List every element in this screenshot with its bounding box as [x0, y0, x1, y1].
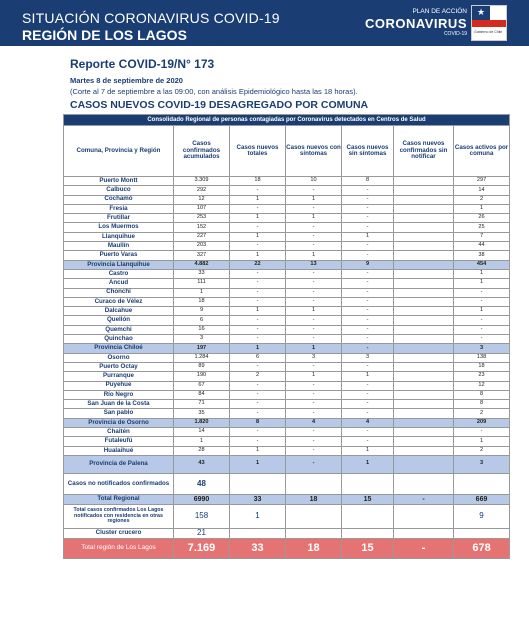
province-row: [64, 344, 510, 353]
row-name: San Juan de la Costa: [64, 400, 174, 409]
province-row: [64, 455, 510, 473]
cell-value: 1: [342, 372, 394, 381]
cell-value: -: [286, 297, 342, 306]
cell-value: 9: [174, 307, 230, 316]
cell-value: -: [342, 325, 394, 334]
cell-value: 8: [342, 177, 394, 186]
row-name: Puerto Octay: [64, 362, 174, 371]
table-row: [64, 381, 510, 390]
cell-value: [394, 428, 454, 437]
row-name: Provincia de Palena: [64, 455, 174, 473]
cell-value: [394, 418, 454, 427]
cell-value: -: [454, 316, 510, 325]
table-row: [64, 251, 510, 260]
table-row: [64, 446, 510, 455]
cell-value: 2: [454, 409, 510, 418]
table-row: [64, 242, 510, 251]
cell-value: 1: [230, 344, 286, 353]
cell-value: -: [286, 390, 342, 399]
cell-value: -: [342, 251, 394, 260]
province-row: [64, 418, 510, 427]
cell-value: -: [230, 223, 286, 232]
table-row: [64, 400, 510, 409]
cell-value: 1: [230, 307, 286, 316]
cell-value: -: [454, 288, 510, 297]
row-name: Cochamó: [64, 195, 174, 204]
cell-value: -: [342, 204, 394, 213]
cell-value: [394, 307, 454, 316]
row-name: Puerto Varas: [64, 251, 174, 260]
row-name: Chaitén: [64, 428, 174, 437]
cell-value: -: [394, 538, 454, 558]
cell-value: 4: [286, 418, 342, 427]
table-row: [64, 316, 510, 325]
cell-value: [394, 214, 454, 223]
cell-value: -: [342, 297, 394, 306]
table-row: [64, 214, 510, 223]
cell-value: -: [230, 400, 286, 409]
cell-value: -: [342, 279, 394, 288]
cell-value: 1: [230, 455, 286, 473]
cell-value: [394, 400, 454, 409]
table-row: [64, 409, 510, 418]
cell-value: [394, 279, 454, 288]
cell-value: [394, 242, 454, 251]
cell-value: -: [230, 242, 286, 251]
cell-value: 1.284: [174, 353, 230, 362]
row-name: Calbuco: [64, 186, 174, 195]
cell-value: -: [286, 335, 342, 344]
cell-value: 253: [174, 214, 230, 223]
row-name: Dalcahue: [64, 307, 174, 316]
report-title: Reporte COVID-19/N° 173: [70, 57, 215, 71]
cell-value: 1: [454, 437, 510, 446]
cell-value: 1: [454, 307, 510, 316]
cell-value: 3: [342, 353, 394, 362]
cell-value: 227: [174, 232, 230, 241]
cell-value: 1: [174, 288, 230, 297]
table-row: [64, 186, 510, 195]
cell-value: 1: [286, 307, 342, 316]
cell-value: [394, 446, 454, 455]
cell-value: 18: [286, 494, 342, 504]
cell-value: 292: [174, 186, 230, 195]
seal-text: Gobierno de Chile: [474, 30, 503, 34]
cell-value: 3: [174, 335, 230, 344]
cell-value: 6: [230, 353, 286, 362]
cell-value: 3.309: [174, 177, 230, 186]
cell-value: -: [342, 186, 394, 195]
cell-value: [394, 186, 454, 195]
cell-value: 1: [342, 446, 394, 455]
cell-value: 16: [174, 325, 230, 334]
table-row-otras-regiones: [64, 504, 510, 528]
cell-value: 3: [454, 455, 510, 473]
cell-value: 3: [454, 344, 510, 353]
cell-value: 33: [230, 494, 286, 504]
cell-value: 14: [454, 186, 510, 195]
cell-value: 8: [454, 400, 510, 409]
cell-value: [394, 232, 454, 241]
table-row: [64, 325, 510, 334]
row-name: Provincia Llanquihue: [64, 260, 174, 269]
cell-value: 1: [230, 504, 286, 528]
cell-value: 4: [342, 418, 394, 427]
row-name: Purranque: [64, 372, 174, 381]
cell-value: 38: [454, 251, 510, 260]
cell-value: 35: [174, 409, 230, 418]
cell-value: 1: [286, 214, 342, 223]
col-header: Casos nuevos con síntomas: [286, 126, 342, 177]
cell-value: -: [394, 494, 454, 504]
cell-value: [394, 372, 454, 381]
cell-value: 138: [454, 353, 510, 362]
table-row: [64, 204, 510, 213]
cell-value: [394, 353, 454, 362]
table-row: [64, 177, 510, 186]
cell-value: 152: [174, 223, 230, 232]
cell-value: -: [286, 316, 342, 325]
cell-value: [394, 297, 454, 306]
cell-value: 10: [286, 177, 342, 186]
col-header: Casos confirmados acumulados: [174, 126, 230, 177]
cell-value: 8: [454, 390, 510, 399]
cell-value: -: [342, 269, 394, 278]
col-header: Casos nuevos confirmados sin notificar: [394, 126, 454, 177]
cell-value: -: [286, 269, 342, 278]
coronavirus-label: CORONAVIRUS: [364, 16, 467, 31]
cell-value: -: [286, 325, 342, 334]
row-name: Cluster crucero: [64, 528, 174, 538]
cell-value: 111: [174, 279, 230, 288]
cell-value: 18: [286, 538, 342, 558]
cell-value: 1: [286, 195, 342, 204]
cell-value: 8: [230, 418, 286, 427]
cell-value: 1: [230, 251, 286, 260]
cell-value: -: [286, 279, 342, 288]
table-row-total-regional: [64, 494, 510, 504]
cell-value: -: [230, 316, 286, 325]
cell-value: [394, 223, 454, 232]
cell-value: -: [342, 344, 394, 353]
cell-value: 1: [230, 195, 286, 204]
cell-value: -: [342, 242, 394, 251]
cell-value: 15: [342, 494, 394, 504]
cell-value: -: [230, 297, 286, 306]
cell-value: -: [230, 279, 286, 288]
row-name: Casos no notificados confirmados: [64, 473, 174, 494]
row-name: Los Muermos: [64, 223, 174, 232]
table-row: [64, 195, 510, 204]
cell-value: -: [342, 400, 394, 409]
cell-value: -: [230, 437, 286, 446]
table-row: [64, 307, 510, 316]
cell-value: [394, 455, 454, 473]
row-name: Hualaihué: [64, 446, 174, 455]
cell-value: 2: [230, 372, 286, 381]
table-row: [64, 269, 510, 278]
cell-value: -: [286, 232, 342, 241]
table-row: [64, 232, 510, 241]
cell-value: 43: [174, 455, 230, 473]
row-name: San pablo: [64, 409, 174, 418]
cell-value: -: [286, 455, 342, 473]
header-banner: [0, 0, 529, 46]
cell-value: -: [230, 269, 286, 278]
cell-value: 12: [454, 381, 510, 390]
report-date: Martes 8 de septiembre de 2020: [70, 76, 183, 85]
cell-value: -: [454, 428, 510, 437]
row-name: Llanquihue: [64, 232, 174, 241]
row-name: Total Regional: [64, 494, 174, 504]
banner-subtitle: REGIÓN DE LOS LAGOS: [22, 27, 187, 43]
row-name: Puerto Montt: [64, 177, 174, 186]
cell-value: 107: [174, 204, 230, 213]
cell-value: -: [230, 381, 286, 390]
cell-value: 18: [230, 177, 286, 186]
cell-value: [394, 381, 454, 390]
cell-value: [394, 288, 454, 297]
cell-value: -: [286, 362, 342, 371]
coronavirus-logo: [363, 8, 467, 40]
cell-value: 9: [342, 260, 394, 269]
row-name: Futaleufú: [64, 437, 174, 446]
table-row: [64, 362, 510, 371]
row-name: Curaco de Vélez: [64, 297, 174, 306]
col-header: Comuna, Provincia y Región: [64, 126, 174, 177]
cell-value: 2: [454, 446, 510, 455]
cell-value: -: [342, 307, 394, 316]
cell-value: 297: [454, 177, 510, 186]
covid-label: COVID-19: [443, 31, 467, 37]
cell-value: 1: [342, 232, 394, 241]
row-name: Frutillar: [64, 214, 174, 223]
cell-value: -: [454, 297, 510, 306]
row-name: Provincia Chiloé: [64, 344, 174, 353]
cell-value: -: [286, 242, 342, 251]
cell-value: 1: [454, 279, 510, 288]
table-row: [64, 279, 510, 288]
table-row: [64, 223, 510, 232]
cell-value: 1: [230, 446, 286, 455]
cell-value: 18: [454, 362, 510, 371]
table-row-no-notificados: [64, 473, 510, 494]
col-header: Casos nuevos sin síntomas: [342, 126, 394, 177]
cell-value: -: [286, 204, 342, 213]
cell-value: -: [230, 335, 286, 344]
row-name: Puyehue: [64, 381, 174, 390]
cell-value: [394, 177, 454, 186]
cell-value: 26: [454, 214, 510, 223]
cell-value: -: [286, 437, 342, 446]
row-name: Río Negro: [64, 390, 174, 399]
cell-value: 14: [174, 428, 230, 437]
table-row: [64, 288, 510, 297]
cell-value: 1: [454, 269, 510, 278]
cell-value: -: [342, 195, 394, 204]
cell-value: 48: [174, 473, 230, 494]
cell-value: [394, 325, 454, 334]
cell-value: -: [342, 316, 394, 325]
cell-value: 2: [454, 195, 510, 204]
cell-value: -: [342, 214, 394, 223]
cell-value: 25: [454, 223, 510, 232]
cell-value: [394, 344, 454, 353]
cell-value: 190: [174, 372, 230, 381]
row-name: Total casos confirmados Los Lagos notificados con residencia en otras regiones: [64, 504, 174, 528]
cell-value: -: [342, 335, 394, 344]
cell-value: -: [342, 362, 394, 371]
cell-value: 89: [174, 362, 230, 371]
cell-value: [394, 409, 454, 418]
cell-value: 13: [286, 260, 342, 269]
row-name: Quemchi: [64, 325, 174, 334]
cell-value: 67: [174, 381, 230, 390]
cell-value: 669: [454, 494, 510, 504]
cell-value: -: [230, 288, 286, 297]
cell-value: 203: [174, 242, 230, 251]
cell-value: -: [286, 186, 342, 195]
cell-value: -: [342, 428, 394, 437]
cell-value: 23: [454, 372, 510, 381]
row-name: Provincia de Osorno: [64, 418, 174, 427]
cell-value: [394, 195, 454, 204]
row-name: Fresia: [64, 204, 174, 213]
cell-value: [394, 437, 454, 446]
government-seal-icon: ★ Gobierno de Chile: [471, 5, 507, 41]
cell-value: -: [286, 381, 342, 390]
cell-value: -: [286, 428, 342, 437]
cell-value: 1: [286, 372, 342, 381]
banner-title: SITUACIÓN CORONAVIRUS COVID-19: [22, 10, 280, 26]
cell-value: 158: [174, 504, 230, 528]
cell-value: 678: [454, 538, 510, 558]
cell-value: -: [342, 409, 394, 418]
cell-value: -: [286, 446, 342, 455]
table-row: [64, 353, 510, 362]
col-header: Casos activos por comuna: [454, 126, 510, 177]
cell-value: [394, 390, 454, 399]
cell-value: -: [230, 204, 286, 213]
table-row-total-region: [64, 538, 510, 558]
cell-value: 1: [342, 455, 394, 473]
cell-value: [394, 362, 454, 371]
cell-value: 15: [342, 538, 394, 558]
row-name: Maullín: [64, 242, 174, 251]
cell-value: 1: [174, 437, 230, 446]
cell-value: 6: [174, 316, 230, 325]
cell-value: -: [286, 223, 342, 232]
section-title: CASOS NUEVOS COVID-19 DESAGREGADO POR COMUNA: [70, 99, 369, 111]
cell-value: -: [342, 288, 394, 297]
cell-value: 12: [174, 195, 230, 204]
cell-value: 71: [174, 400, 230, 409]
cell-value: [394, 335, 454, 344]
row-name: Quinchao: [64, 335, 174, 344]
row-name: Total región de Los Lagos: [64, 538, 174, 558]
cell-value: [394, 316, 454, 325]
cell-value: 209: [454, 418, 510, 427]
cell-value: 197: [174, 344, 230, 353]
cell-value: 1: [454, 204, 510, 213]
row-name: Osorno: [64, 353, 174, 362]
table-row: [64, 335, 510, 344]
cell-value: -: [342, 381, 394, 390]
report-cutoff: (Corte al 7 de septiembre a las 09:00, con análisis Epidemiológico hasta las 18 horas).: [70, 87, 358, 96]
province-row: [64, 260, 510, 269]
cell-value: 84: [174, 390, 230, 399]
cell-value: 3: [286, 353, 342, 362]
cell-value: -: [230, 409, 286, 418]
cell-value: 18: [174, 297, 230, 306]
cell-value: [394, 251, 454, 260]
cell-value: 327: [174, 251, 230, 260]
table-row: [64, 428, 510, 437]
plan-label: PLAN DE ACCIÓN: [412, 8, 467, 15]
cell-value: 1: [286, 251, 342, 260]
table-row-crucero: [64, 528, 510, 538]
row-name: Castro: [64, 269, 174, 278]
cell-value: 33: [174, 269, 230, 278]
cell-value: 7.169: [174, 538, 230, 558]
cell-value: 1.820: [174, 418, 230, 427]
row-name: Quellón: [64, 316, 174, 325]
cell-value: 21: [174, 528, 230, 538]
cell-value: 454: [454, 260, 510, 269]
cell-value: 1: [230, 232, 286, 241]
cell-value: -: [342, 223, 394, 232]
table-row: [64, 390, 510, 399]
cell-value: 1: [286, 344, 342, 353]
row-name: Chonchi: [64, 288, 174, 297]
table-row: [64, 297, 510, 306]
cell-value: -: [230, 186, 286, 195]
row-name: Ancud: [64, 279, 174, 288]
cell-value: 6990: [174, 494, 230, 504]
cell-value: -: [230, 325, 286, 334]
cell-value: -: [286, 288, 342, 297]
consolidado-header: Consolidado Regional de personas contagiadas por Coronavirus detectados en Centros de Salud: [64, 115, 510, 126]
col-header: Casos nuevos totales: [230, 126, 286, 177]
table-row: [64, 372, 510, 381]
cell-value: 33: [230, 538, 286, 558]
table-row: [64, 437, 510, 446]
cell-value: [394, 260, 454, 269]
cell-value: 7: [454, 232, 510, 241]
cell-value: -: [286, 400, 342, 409]
cell-value: [394, 204, 454, 213]
cell-value: -: [342, 437, 394, 446]
cell-value: -: [230, 390, 286, 399]
cell-value: -: [230, 362, 286, 371]
cases-table: [63, 114, 510, 559]
cell-value: 28: [174, 446, 230, 455]
cell-value: -: [286, 409, 342, 418]
cell-value: -: [454, 335, 510, 344]
cell-value: -: [342, 390, 394, 399]
cell-value: -: [454, 325, 510, 334]
cell-value: [394, 269, 454, 278]
cell-value: 4.882: [174, 260, 230, 269]
cell-value: 22: [230, 260, 286, 269]
cell-value: 44: [454, 242, 510, 251]
cell-value: -: [230, 428, 286, 437]
cell-value: 9: [454, 504, 510, 528]
cell-value: 1: [230, 214, 286, 223]
